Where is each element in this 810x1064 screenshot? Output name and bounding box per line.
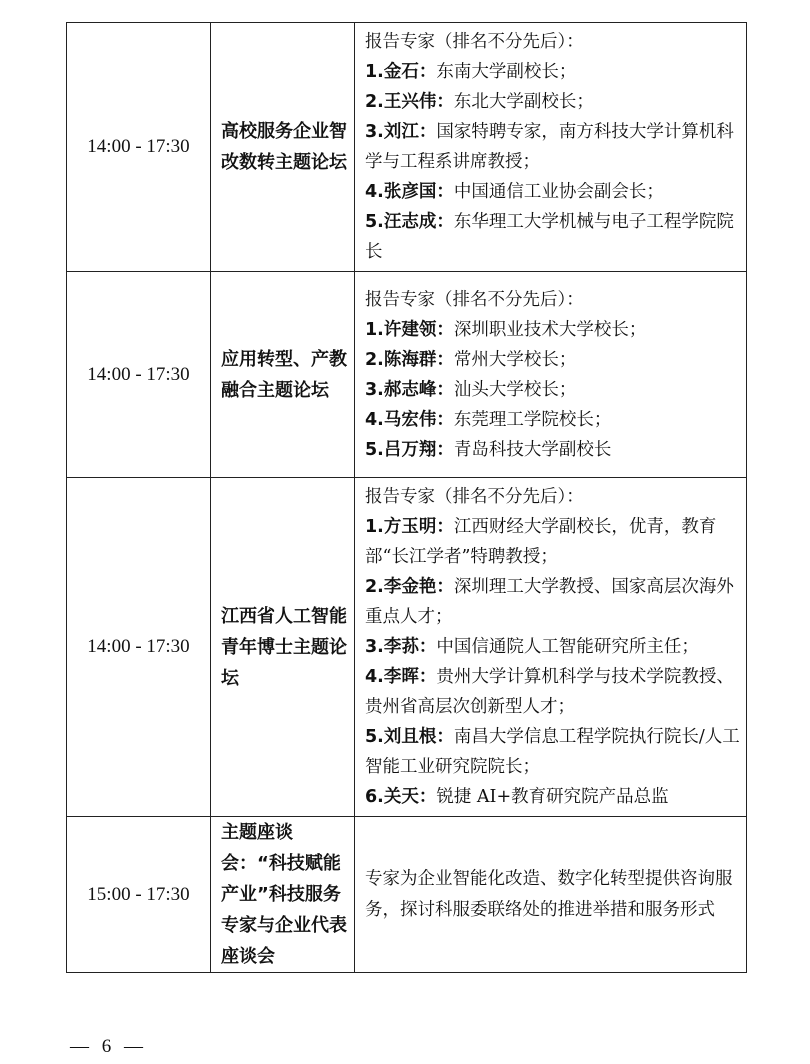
table-row — [67, 23, 747, 272]
expert-desc: 东北大学副校长； — [453, 92, 594, 112]
expert-desc: 中国信通院人工智能研究所主任； — [436, 637, 699, 657]
experts-cell — [355, 272, 747, 478]
expert-name: 4.李晖： — [365, 667, 437, 687]
expert-item — [365, 315, 740, 345]
expert-item — [365, 345, 740, 375]
expert-item — [365, 435, 740, 465]
expert-item — [365, 405, 740, 435]
experts-intro: 报告专家（排名不分先后）： — [365, 487, 584, 507]
expert-item — [365, 177, 740, 207]
expert-name: 1.金石： — [365, 62, 437, 82]
table-row — [67, 478, 747, 817]
detail-cell: 专家为企业智能化改造、数字化转型提供咨询服务，探讨科服委联络处的推进举措和服务形式 — [355, 817, 747, 973]
expert-item — [365, 207, 740, 267]
topic-cell: 江西省人工智能青年博士主题论坛 — [211, 478, 355, 817]
expert-desc: 汕头大学校长； — [453, 379, 577, 400]
expert-desc: 中国通信工业协会副会长； — [453, 182, 664, 202]
expert-desc: 东华理工大学机械与电子工程学院院长 — [365, 212, 734, 262]
expert-name: 1.许建领： — [365, 319, 454, 340]
expert-desc: 南昌大学信息工程学院执行院长/人工智能工业研究院院长； — [365, 727, 740, 777]
expert-name: 3.郝志峰： — [365, 379, 454, 400]
time-cell: 14:00 - 17:30 — [67, 23, 211, 272]
expert-desc: 东南大学副校长； — [436, 62, 577, 82]
expert-desc: 深圳理工大学教授、国家高层次海外重点人才； — [365, 577, 734, 627]
expert-item — [365, 632, 740, 662]
experts-intro: 报告专家（排名不分先后）： — [365, 32, 584, 52]
expert-name: 2.王兴伟： — [365, 92, 454, 112]
expert-name: 1.方玉明： — [365, 517, 454, 537]
expert-name: 4.马宏伟： — [365, 409, 454, 430]
table-row — [67, 817, 747, 973]
expert-item — [365, 87, 740, 117]
topic-cell: 应用转型、产教融合主题论坛 — [211, 272, 355, 478]
expert-name: 2.陈海群： — [365, 349, 454, 370]
experts-intro: 报告专家（排名不分先后）： — [365, 289, 584, 310]
expert-item — [365, 375, 740, 405]
experts-cell — [355, 23, 747, 272]
schedule-table — [66, 22, 747, 973]
expert-name: 5.汪志成： — [365, 212, 454, 232]
time-cell: 15:00 - 17:30 — [67, 817, 211, 973]
expert-desc: 青岛科技大学副校长 — [453, 439, 612, 460]
expert-item — [365, 117, 740, 177]
time-cell: 14:00 - 17:30 — [67, 272, 211, 478]
time-cell: 14:00 - 17:30 — [67, 478, 211, 817]
topic-cell: 主题座谈会：“科技赋能产业”科技服务专家与企业代表座谈会 — [211, 817, 355, 973]
expert-desc: 贵州大学计算机科学与技术学院教授、贵州省高层次创新型人才； — [365, 667, 734, 717]
topic-cell: 高校服务企业智改数转主题论坛 — [211, 23, 355, 272]
expert-desc: 常州大学校长； — [453, 349, 577, 370]
expert-name: 5.刘且根： — [365, 727, 454, 747]
expert-item — [365, 722, 740, 782]
expert-name: 6.关天： — [365, 787, 437, 807]
expert-item — [365, 57, 740, 87]
expert-name: 2.李金艳： — [365, 577, 454, 597]
expert-name: 5.吕万翔： — [365, 439, 454, 460]
expert-name: 3.李荪： — [365, 637, 437, 657]
experts-cell — [355, 478, 747, 817]
expert-desc: 国家特聘专家，南方科技大学计算机科学与工程系讲席教授； — [365, 122, 734, 172]
expert-desc: 锐捷 AI+教育研究院产品总监 — [436, 787, 669, 807]
expert-name: 4.张彦国： — [365, 182, 454, 202]
page-number: — 6 — — [70, 1036, 147, 1057]
expert-desc: 江西财经大学副校长，优青，教育部“长江学者”特聘教授； — [365, 517, 717, 567]
expert-desc: 深圳职业技术大学校长； — [453, 319, 647, 340]
expert-item — [365, 572, 740, 632]
table-row — [67, 272, 747, 478]
expert-desc: 东莞理工学院校长； — [453, 409, 612, 430]
expert-name: 3.刘江： — [365, 122, 437, 142]
expert-item — [365, 782, 740, 812]
expert-item — [365, 512, 740, 572]
expert-item — [365, 662, 740, 722]
